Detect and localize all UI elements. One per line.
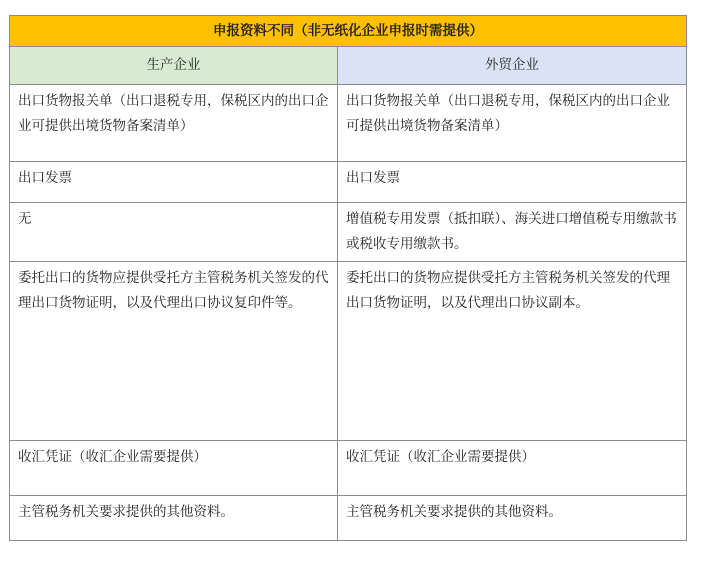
cell-production: 委托出口的货物应提供受托方主管税务机关签发的代理出口货物证明，以及代理出口协议复印件等。	[10, 262, 338, 441]
table-row	[10, 162, 687, 203]
header-production-enterprise: 生产企业	[10, 47, 338, 85]
table-row	[10, 496, 687, 541]
cell-trade: 出口发票	[338, 162, 687, 203]
cell-production: 出口货物报关单（出口退税专用，保税区内的出口企业可提供出境货物备案清单）	[10, 85, 338, 162]
cell-trade: 出口货物报关单（出口退税专用，保税区内的出口企业可提供出境货物备案清单）	[338, 85, 687, 162]
table-row	[10, 262, 687, 441]
cell-production: 无	[10, 203, 338, 262]
title-row	[10, 16, 687, 47]
cell-trade: 主管税务机关要求提供的其他资料。	[338, 496, 687, 541]
header-trade-enterprise: 外贸企业	[338, 47, 687, 85]
table-row	[10, 203, 687, 262]
cell-production: 收汇凭证（收汇企业需要提供）	[10, 441, 338, 496]
table-row	[10, 441, 687, 496]
cell-trade: 增值税专用发票（抵扣联）、海关进口增值税专用缴款书或税收专用缴款书。	[338, 203, 687, 262]
cell-production: 出口发票	[10, 162, 338, 203]
table-title: 申报资料不同（非无纸化企业申报时需提供）	[10, 16, 687, 47]
cell-trade: 收汇凭证（收汇企业需要提供）	[338, 441, 687, 496]
cell-trade: 委托出口的货物应提供受托方主管税务机关签发的代理出口货物证明，以及代理出口协议副本。	[338, 262, 687, 441]
cell-production: 主管税务机关要求提供的其他资料。	[10, 496, 338, 541]
header-row	[10, 47, 687, 85]
table-row	[10, 85, 687, 162]
declaration-materials-table	[9, 15, 687, 541]
